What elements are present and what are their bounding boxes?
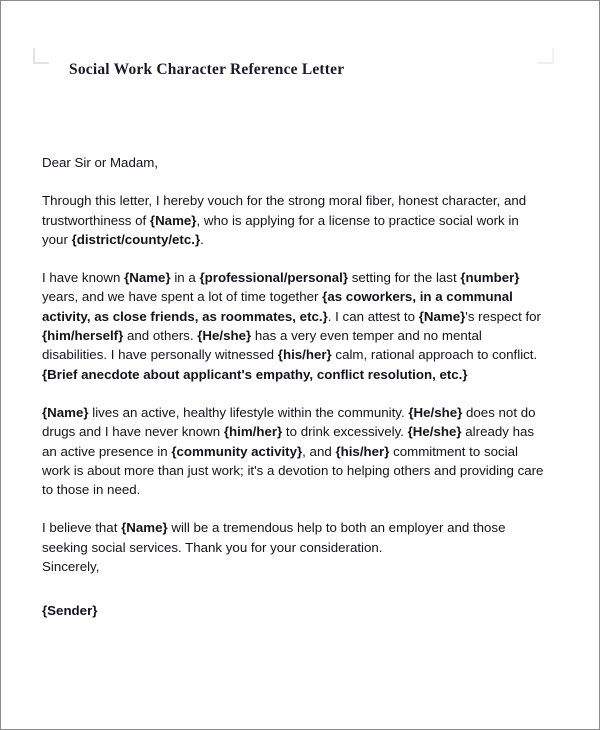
text-run: commitment to social work is about more than just work; it's a devotion to helping others and providing care to those in need. [42, 443, 544, 498]
text-run: and others. [123, 328, 198, 344]
text-run: lives an active, healthy lifestyle within the community. [88, 404, 409, 420]
corner-mark-top-right-icon [538, 48, 554, 64]
placeholder-token: {He/she} [197, 328, 252, 344]
text-run: has a very even temper and no mental disabilities. I have personally witnessed [42, 328, 482, 363]
placeholder-token: {his/her} [335, 443, 390, 459]
paragraph-acquaintance [42, 268, 544, 384]
text-run: calm, rational approach to conflict. [331, 347, 538, 363]
text-run: I have known [42, 270, 125, 286]
text-run: . I can attest to [327, 308, 419, 324]
text-run: I believe that [42, 520, 122, 536]
placeholder-token: {district/county/etc.} [71, 231, 201, 247]
letter-paragraphs [42, 191, 544, 557]
placeholder-token: {as coworkers, in a communal activity, as close friends, as roommates, etc.} [42, 289, 513, 324]
text-run: , and [302, 443, 336, 459]
paragraph-vouch [42, 191, 544, 249]
placeholder-token: {him/herself} [42, 328, 124, 344]
placeholder-token: {Name} [418, 308, 466, 324]
placeholder-token: {Brief anecdote about applicant's empathy, conflict resolution, etc.} [42, 366, 468, 382]
placeholder-token: {Name} [149, 212, 197, 228]
text-run: setting for the last [348, 270, 461, 286]
text-run: 's respect for [465, 308, 541, 324]
text-run: to drink excessively. [282, 424, 408, 440]
salutation: Dear Sir or Madam, [42, 155, 159, 170]
placeholder-token: {Name} [121, 520, 168, 536]
placeholder-token: {his/her} [277, 347, 332, 363]
signoff: Sincerely, [42, 559, 100, 575]
placeholder-token: {Name} [42, 404, 89, 420]
text-run: years, and we have spent a lot of time together [42, 289, 323, 305]
placeholder-token: {He/she} [407, 424, 462, 440]
paragraph-closing-statement [42, 518, 544, 557]
letter-body [42, 153, 544, 621]
paragraph-lifestyle [42, 403, 544, 499]
placeholder-token: {professional/personal} [199, 270, 348, 286]
text-run: . [200, 231, 204, 247]
text-run: will be a tremendous help to both an employer and those seeking social services. Thank you for your consideration. [42, 520, 506, 555]
placeholder-token: {number} [460, 270, 520, 286]
text-run: already has an active presence in [42, 424, 535, 459]
placeholder-token: {him/her} [223, 424, 283, 440]
text-run: Through this letter, I hereby vouch for the strong moral fiber, honest character, and trustworthiness of [42, 193, 527, 228]
corner-mark-top-left-icon [33, 48, 49, 64]
text-run: in a [170, 270, 200, 286]
placeholder-token: {He/she} [408, 404, 463, 420]
text-run: , who is applying for a license to practice social work in your [42, 212, 519, 247]
placeholder-token: {community activity} [171, 443, 303, 459]
signature-placeholder: {Sender} [42, 603, 98, 619]
placeholder-token: {Name} [124, 270, 171, 286]
text-run: does not do drugs and I have never known [42, 404, 536, 440]
page-title: Social Work Character Reference Letter [69, 61, 345, 78]
